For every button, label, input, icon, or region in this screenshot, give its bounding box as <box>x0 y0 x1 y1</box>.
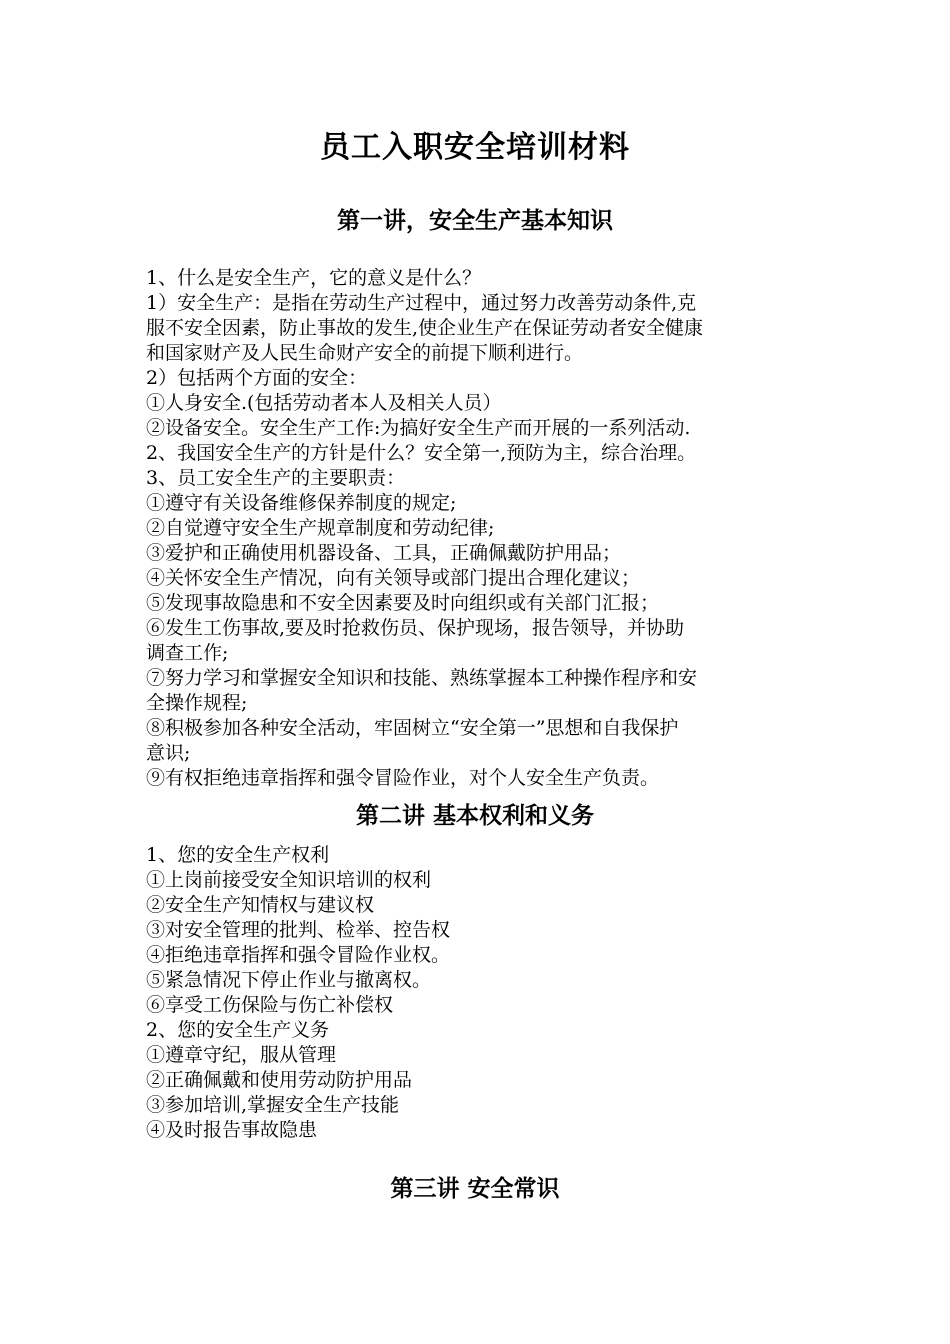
body-line: ⑦努力学习和掌握安全知识和技能、熟练掌握本工种操作程序和安 <box>146 667 698 689</box>
body-line: 和国家财产及人民生命财产安全的前提下顺利进行。 <box>146 342 584 364</box>
section-body-lecture-1 <box>146 266 810 791</box>
body-line: ②自觉遵守安全生产规章制度和劳动纪律; <box>146 517 495 539</box>
body-line: 2、您的安全生产义务 <box>146 1019 330 1041</box>
body-line: 全操作规程; <box>146 692 248 714</box>
body-line: ⑥享受工伤保险与伤亡补偿权 <box>146 994 394 1016</box>
section-heading-lecture-2: 第二讲 基本权利和义务 <box>355 802 594 829</box>
body-line: ②设备安全。安全生产工作:为搞好安全生产而开展的一系列活动. <box>146 417 691 439</box>
body-line: ②正确佩戴和使用劳动防护用品 <box>146 1069 413 1091</box>
body-line: 1、您的安全生产权利 <box>146 844 330 866</box>
body-line: ⑤发现事故隐患和不安全因素要及时向组织或有关部门汇报； <box>146 592 660 614</box>
body-line: ④关怀安全生产情况，向有关领导或部门提出合理化建议； <box>146 567 641 589</box>
body-line: ①遵章守纪，服从管理 <box>146 1044 337 1066</box>
body-line: 意识; <box>146 742 191 764</box>
body-line: ①遵守有关设备维修保养制度的规定; <box>146 492 457 514</box>
body-line: 1、什么是安全生产，它的意义是什么？ <box>146 267 482 289</box>
body-line: ③对安全管理的批判、检举、控告权 <box>146 919 451 941</box>
section-body-lecture-2 <box>146 843 810 1143</box>
body-line: 调查工作; <box>146 642 229 664</box>
body-line: 1）安全生产：是指在劳动生产过程中，通过努力改善劳动条件,克 <box>146 292 697 314</box>
document-title: 员工入职安全培训材料 <box>320 130 630 165</box>
body-line: ④及时报告事故隐患 <box>146 1119 318 1141</box>
body-line: 3、员工安全生产的主要职责： <box>146 467 406 489</box>
body-line: ②安全生产知情权与建议权 <box>146 894 375 916</box>
section-heading-lecture-3: 第三讲 安全常识 <box>390 1175 560 1202</box>
body-line: ①上岗前接受安全知识培训的权利 <box>146 869 432 891</box>
body-line: ⑧积极参加各种安全活动，牢固树立“安全第一”思想和自我保护 <box>146 717 679 739</box>
body-line: ③爱护和正确使用机器设备、工具，正确佩戴防护用品； <box>146 542 622 564</box>
body-line: 2）包括两个方面的安全： <box>146 367 368 389</box>
body-line: ①人身安全.(包括劳动者本人及相关人员） <box>146 392 502 414</box>
body-line: ⑤紧急情况下停止作业与撤离权。 <box>146 969 432 991</box>
body-line: ⑥发生工伤事故,要及时抢救伤员、保护现场，报告领导，并协助 <box>146 617 685 639</box>
body-line: ④拒绝违章指挥和强令冒险作业权。 <box>146 944 451 966</box>
section-heading-lecture-1: 第一讲，安全生产基本知识 <box>337 207 613 234</box>
body-line: 2、我国安全生产的方针是什么？安全第一,预防为主，综合治理。 <box>146 442 697 464</box>
body-line: 服不安全因素，防止事故的发生,使企业生产在保证劳动者安全健康 <box>146 317 704 339</box>
body-line: ⑨有权拒绝违章指挥和强令冒险作业，对个人安全生产负责。 <box>146 767 660 789</box>
body-line: ③参加培训,掌握安全生产技能 <box>146 1094 400 1116</box>
